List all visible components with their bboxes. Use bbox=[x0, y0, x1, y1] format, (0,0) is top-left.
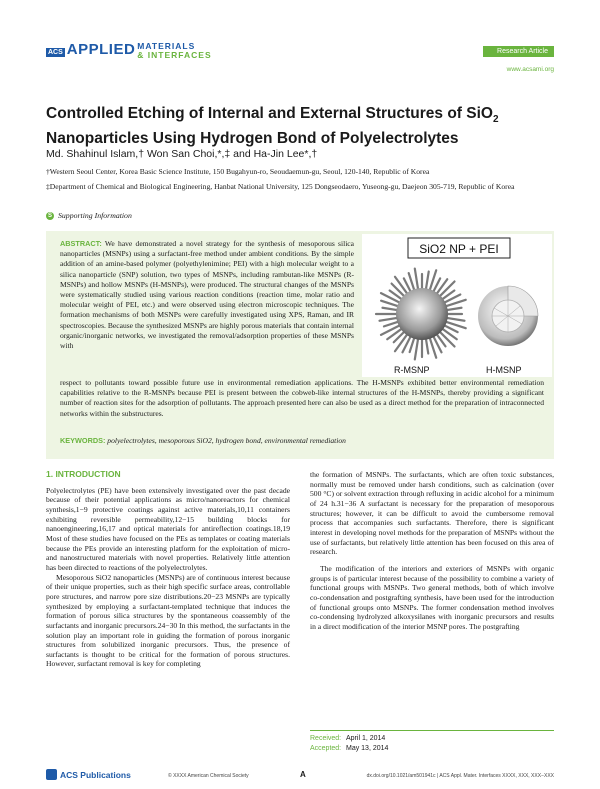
journal-logo[interactable] bbox=[46, 42, 212, 60]
article-title bbox=[46, 104, 554, 148]
body-column-right bbox=[310, 470, 554, 632]
logo-applied-text: APPLIED bbox=[66, 41, 136, 58]
acs-logo-mark: ACS bbox=[48, 49, 63, 56]
journal-header bbox=[46, 42, 554, 78]
article-type-badge: Research Article bbox=[483, 46, 554, 57]
doi-link[interactable]: dx.doi.org/10.1021/am501941c | ACS Appl. Mater. Interfaces XXXX, XXX, XXX−XXX bbox=[366, 773, 554, 779]
intro-paragraph-3: the formation of MSNPs. The surfactants, which are often toxic substances, normally must be removed under harsh conditions, such as calcination (over 500 °C) or solvent extraction through refluxing in acidic alcohol for a minimum of 24 h.31−36 A surfactant is necessary for the preparation of mesoporous structures; however, it can be difficult to avoid the cumbersome removal process that accompanies such surfactants. Therefore, there is significant interest in developing novel methods for the preparation of MSNPs without the use of surfactants, but relatively little attention has been focused on this area of research. bbox=[310, 470, 554, 557]
copyright-notice: © XXXX American Chemical Society bbox=[168, 773, 249, 779]
abstract-text bbox=[60, 239, 354, 351]
affiliation-1: †Western Seoul Center, Korea Basic Science Institute, 150 Bugahyun-ro, Seoudaemun-gu, Seoul, 120-140, Republic of Korea bbox=[46, 167, 430, 176]
accepted-date: May 13, 2014 bbox=[346, 745, 389, 752]
acs-publications-text: ACS Publications bbox=[60, 769, 131, 780]
r-msnp-particle bbox=[396, 288, 448, 340]
acs-publications-logo[interactable] bbox=[46, 769, 131, 780]
supporting-information-link[interactable] bbox=[46, 211, 132, 220]
accepted-label: Accepted: bbox=[310, 745, 342, 752]
intro-paragraph-2: Mesoporous SiO2 nanoparticles (MSNPs) are of continuous interest because of their unique properties, such as their high specific surface areas, controllable pore structures, and narrow pore size distributions.20−23 MSNPs are typically synthesized by employing a surfactant-templated technique that induces the formation of porous silica structures by the spontaneous coassembly of the surfactants and inorganic precursors.24−30 In this method, the surfactants in the solution play an important role in guiding the formation of porous inorganic structures from solubilized inorganic precursors. Thus, the presence of surfactants is thought to be critical for the formation of porous structures. However, surfactant removal is key for completing bbox=[46, 572, 290, 669]
received-label: Received: bbox=[310, 735, 342, 742]
title-subscript: 2 bbox=[492, 114, 499, 126]
body-column-left bbox=[46, 470, 290, 669]
abstract-text-continued: respect to pollutants toward possible future use in environmental remediation applications. The H-MSNPs exhibited better environmental remediation capabilities relative to the R-MSNPs because PEI is present between the cobweb-like internal structures of the H-MSNPs, thereby providing a significant number of reaction sites for the adsorption of pollutants. The approach presented here can also be used as a direct method for the preparation of intraconnected networks within the substructures. bbox=[60, 378, 544, 418]
intro-paragraph-1: Polyelectrolytes (PE) have been extensively investigated over the past decade because of their potential applications as micro/nanoreactors for chemical synthesis,1−9 protective coatings against active materials,10,11 containers exhibiting reversible permeability,12−15 building blocks for nanoengineering,16,17 and optical materials for antireflection coatings.18,19 Most of these studies have focused on the PEs as templates or coating materials because the PEs provide an interesting platform for the exploitation of micro- and nanostructured materials with novel properties. Relatively little attention has been directed to reactions of the polyelectrolytes. bbox=[46, 485, 290, 572]
affiliation-2: ‡Department of Chemical and Biological Engineering, Hanbat National University, 125 Dongseodaero, Yuseong-gu, Daejeon 305-719, Republic of Korea bbox=[46, 182, 515, 191]
r-msnp-label: R-MSNP bbox=[394, 365, 430, 375]
received-date: April 1, 2014 bbox=[346, 735, 386, 742]
abstract-box bbox=[46, 231, 554, 459]
abstract-label: ABSTRACT: bbox=[60, 239, 102, 248]
abstract-body: We have demonstrated a novel strategy for the synthesis of mesoporous silica nanoparticles (MSNPs) using a surfactant-free method under ambient conditions. By the simple addition of an amine-based polymer (polyethylenimine; PEI) with a high molecular weight to a silica nanoparticle (SNP) solution, two types of MSNPs, including rambutan-like MSNPs (R-MSNPs) and hollow MSNPs (H-MSNPs), were produced. The structural changes of the MSNPs were systematically studied using various reaction conditions (reaction time, molar ratio and molecular weight of PEI, etc.) and were observed using electron microscopic techniques. The formation mechanisms of both MSNPs were carefully investigated using XPS, Raman, and IR spectroscopies. Because the synthesized MSNPs are highly porous materials that contain internal organic/inorganic networks, we investigated the removal/adsorption properties of these MSNPs with bbox=[60, 239, 354, 351]
journal-website-link[interactable]: www.acsami.org bbox=[506, 66, 554, 73]
supporting-info-label: Supporting Information bbox=[58, 211, 132, 220]
h-msnp-label: H-MSNP bbox=[486, 365, 522, 375]
page-footer bbox=[46, 768, 554, 782]
author-list: Md. Shahinul Islam,† Won San Choi,*,‡ and Ha-Jin Lee*,† bbox=[46, 148, 318, 160]
intro-paragraph-4: The modification of the interiors and exteriors of MSNPs with organic groups is of particular interest because of the possibility to combine a variety of functional groups with MSNPs. Two general methods, both of which involve co-condensation and postgrafting synthesis, have been used for the introduction of functional groups onto MSNPs. The former condensation method involves co-condensing hydrolyzed alkoxysilanes with inorganic precursors and results in a direct modification of the interior MSNP pores. The postgrafting bbox=[310, 563, 554, 631]
keywords-list: polyelectrolytes, mesoporous SiO2, hydrogen bond, environmental remediation bbox=[107, 436, 346, 445]
toc-graphic bbox=[362, 234, 552, 377]
keywords bbox=[60, 436, 544, 445]
logo-materials-text: MATERIALS bbox=[137, 41, 196, 51]
logo-interfaces-text: & INTERFACES bbox=[137, 50, 212, 60]
section-heading-introduction: 1. INTRODUCTION bbox=[46, 469, 121, 479]
page-number: A bbox=[300, 770, 306, 779]
supporting-info-icon: S bbox=[47, 212, 52, 219]
title-line-2: Nanoparticles Using Hydrogen Bond of Polyelectrolytes bbox=[46, 130, 459, 148]
acs-publications-icon bbox=[46, 769, 57, 780]
article-dates bbox=[310, 730, 554, 754]
toc-title: SiO2 NP + PEI bbox=[419, 242, 499, 256]
keywords-label: KEYWORDS: bbox=[60, 436, 106, 445]
title-line-1: Controlled Etching of Internal and External Structures of SiO bbox=[46, 105, 493, 122]
toc-graphic-svg bbox=[362, 234, 552, 377]
